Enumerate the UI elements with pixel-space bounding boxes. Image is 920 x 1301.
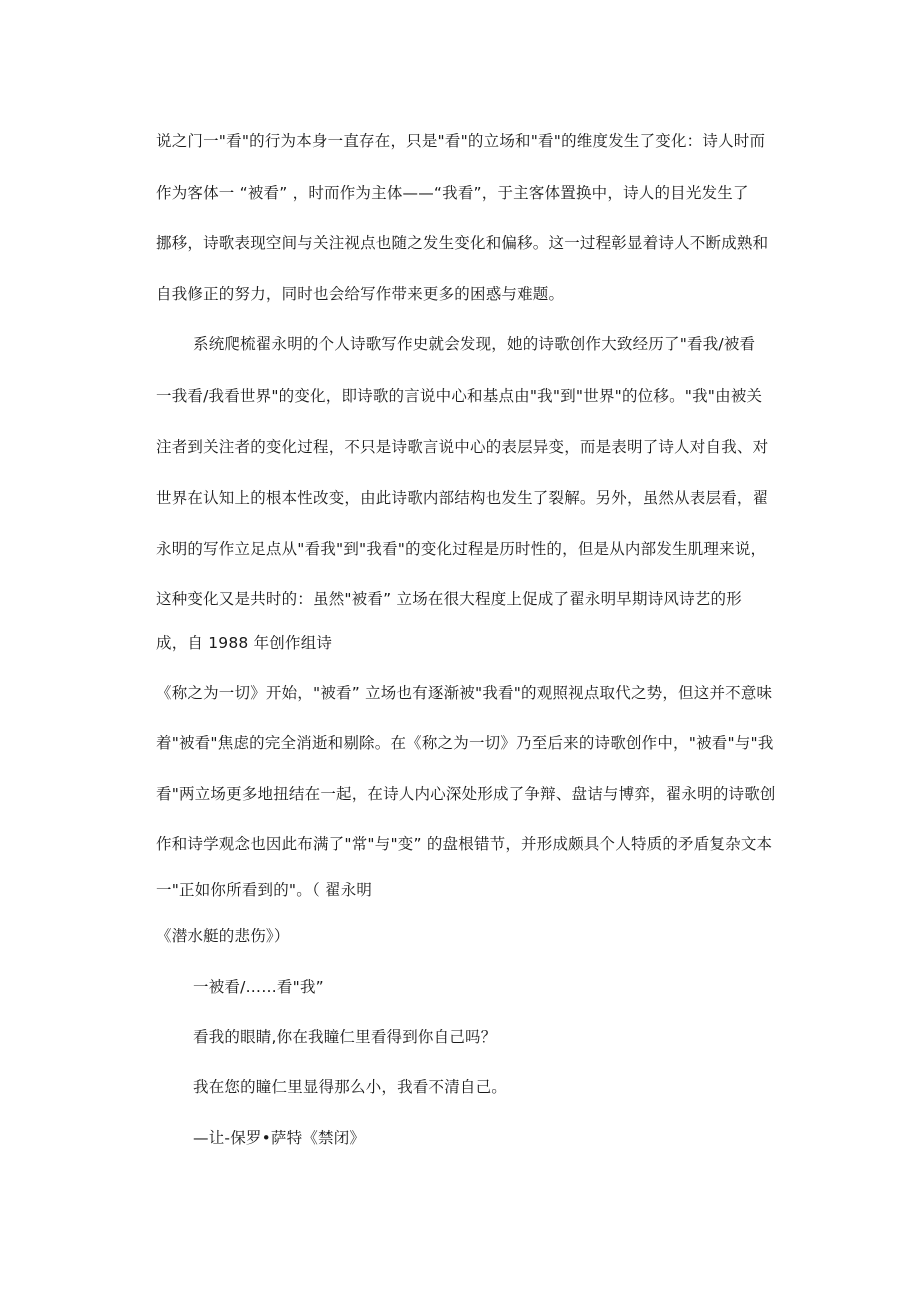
text-line-11: 成，自 1988 年创作组诗 [156,634,333,652]
text-line-9: 永明的写作立足点从"看我"到"我看"的变化过程是历时性的，但是从内部发生肌理来说， [156,540,767,558]
text-line-17: 《潜水艇的悲伤》） [156,927,290,945]
text-line-10: 这种变化又是共时的：虽然"被看” 立场在很大程度上促成了翟永明早期诗风诗艺的形 [156,590,742,608]
text-line-1: 说之门一"看"的行为本身一直存在，只是"看"的立场和"看"的维度发生了变化：诗人时而 [156,132,766,150]
text-line-3: 挪移，诗歌表现空间与关注视点也随之发生变化和偏移。这一过程彰显着诗人不断成熟和 [156,234,769,252]
text-line-8: 世界在认知上的根本性改变，由此诗歌内部结构也发生了裂解。另外，虽然从表层看，翟 [156,489,769,507]
text-line-5: 系统爬梳翟永明的个人诗歌写作史就会发现，她的诗歌创作大致经历了"看我/被看 [193,335,756,353]
text-line-2: 作为客体一 “被看” ，时而作为主体——“我看”，于主客体置换中，诗人的目光发生了 [156,184,749,202]
text-line-13: 着"被看"焦虑的完全消逝和剔除。在《称之为一切》乃至后来的诗歌创作中，"被看"与"我 [156,734,774,752]
quote-line-2: 我在您的瞳仁里显得那么小，我看不清自己。 [193,1078,508,1096]
quote-attribution: —让-保罗•萨特《禁闭》 [193,1129,366,1147]
poem-heading: 一被看/……看"我” [193,978,324,996]
quote-line-1: 看我的眼睛,你在我瞳仁里看得到你自己吗？ [193,1028,497,1046]
text-line-4: 自我修正的努力，同时也会给写作带来更多的困惑与难题。 [156,285,565,303]
text-line-14: 看"两立场更多地扭结在一起，在诗人内心深处形成了争辩、盘诘与博弈，翟永明的诗歌创 [156,785,776,803]
text-line-6: 一我看/我看世界"的变化，即诗歌的言说中心和基点由"我"到"世界"的位移。"我"由被关 [156,387,763,405]
text-line-7: 注者到关注者的变化过程，不只是诗歌言说中心的表层异变，而是表明了诗人对自我、对 [156,438,769,456]
text-line-12: 《称之为一切》开始，"被看” 立场也有逐渐被"我看"的观照视点取代之势，但这并不意味 [156,684,773,702]
text-line-16: 一"正如你所看到的"。（ 翟永明 [156,881,373,899]
text-line-15: 作和诗学观念也因此布满了"常"与"变” 的盘根错节，并形成颇具个人特质的矛盾复杂文本 [156,835,773,853]
